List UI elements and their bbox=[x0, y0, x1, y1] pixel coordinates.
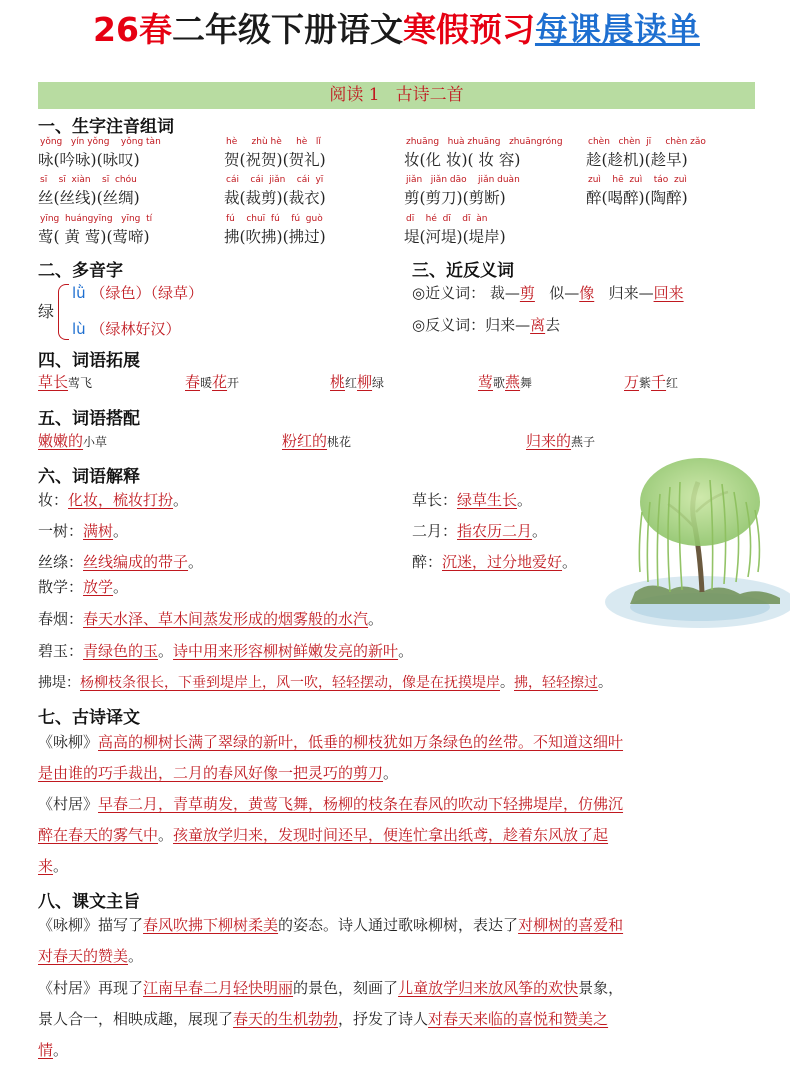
vocab-cell bbox=[404, 214, 574, 250]
def-period: 。 bbox=[562, 553, 578, 571]
pairing-modifier: 归来的 bbox=[526, 432, 572, 450]
poem-title: 《村居》 bbox=[38, 795, 99, 813]
section-6-heading: 六、词语解释 bbox=[38, 467, 140, 487]
def-value-1: 青绿色的玉 bbox=[83, 642, 159, 660]
translation-text: 醉在春天的雾气中 bbox=[38, 826, 159, 844]
expansion-part: 柳 bbox=[357, 373, 373, 391]
expansion-part: 桃 bbox=[330, 373, 346, 391]
def-value: 丝线编成的带子 bbox=[83, 553, 189, 571]
section-4-heading: 四、词语拓展 bbox=[38, 351, 140, 371]
vocab-pinyin: zhuāng huà zhuāng zhuāngróng bbox=[406, 137, 563, 147]
expansion-part: 紫 bbox=[639, 376, 652, 390]
theme-answer: 春风吹拂下柳树柔美 bbox=[143, 916, 279, 934]
translation-text: 高高的柳树长满了翠绿的新叶，低垂的柳枝犹如万条绿色的丝带。不知道这细叶 bbox=[98, 733, 624, 751]
lesson-number: 阅读 1 bbox=[329, 85, 380, 105]
def-value-1: 杨柳枝条很长，下垂到堤岸上，风一吹，轻轻摆动，像是在抚摸堤岸 bbox=[80, 675, 500, 691]
def-eryue bbox=[412, 520, 547, 541]
theme-answer: 情 bbox=[38, 1041, 54, 1059]
vocab-words: 堤(河堤)(堤岸) bbox=[404, 228, 506, 246]
def-value-2: 诗中用来形容柳树鲜嫩发亮的新叶 bbox=[173, 642, 399, 660]
vocab-pinyin: jiǎn jiǎn dāo jiǎn duàn bbox=[406, 175, 520, 185]
poem-title: 《咏柳》 bbox=[38, 733, 99, 751]
def-value: 春天水泽、草木间蒸发形成的烟雾般的水汽 bbox=[83, 610, 369, 628]
synonym-row bbox=[412, 282, 684, 303]
poem-title: 《咏柳》 bbox=[38, 916, 99, 934]
def-value: 化妆，梳妆打扮 bbox=[68, 491, 174, 509]
syn-3-b: 回来 bbox=[653, 284, 684, 302]
ant-a: 归来— bbox=[485, 316, 531, 334]
theme-answer: 对柳树的喜爱和 bbox=[518, 916, 624, 934]
pinyin-lu4: lù bbox=[72, 320, 86, 338]
expansion-part: 绿 bbox=[372, 376, 385, 390]
theme-yongliu bbox=[38, 910, 762, 972]
def-term: 二月： bbox=[412, 522, 458, 540]
ant-b: 离 bbox=[530, 316, 546, 334]
theme-text: 再现了 bbox=[98, 979, 144, 997]
def-yishu bbox=[38, 520, 128, 541]
expansion-part: 万 bbox=[624, 373, 640, 391]
brace-shape bbox=[58, 284, 69, 340]
pairing-noun: 小草 bbox=[83, 435, 108, 449]
theme-cunju bbox=[38, 973, 762, 1066]
expansion-part: 草长 bbox=[38, 373, 69, 391]
expansion-part: 红 bbox=[666, 376, 679, 390]
vocab-cell bbox=[38, 137, 208, 173]
theme-answer: 儿童放学归来放风筝的欢快 bbox=[398, 979, 579, 997]
def-period: 。 bbox=[398, 642, 414, 660]
title-part-3: 寒假预习 bbox=[402, 10, 535, 49]
vocab-pinyin: hè zhù hè hè lǐ bbox=[226, 137, 321, 147]
expansion-part: 舞 bbox=[520, 376, 533, 390]
def-period: 。 bbox=[113, 522, 129, 540]
pairing-noun: 桃花 bbox=[327, 435, 352, 449]
vocab-cell bbox=[224, 175, 394, 211]
ant-c: 去 bbox=[545, 316, 561, 334]
vocab-pinyin: yīng huángyīng yīng tí bbox=[40, 214, 153, 224]
def-term: 一树： bbox=[38, 522, 84, 540]
expansion-part: 暖 bbox=[200, 376, 213, 390]
pairing-modifier: 嫩嫩的 bbox=[38, 432, 84, 450]
lesson-name: 古诗二首 bbox=[395, 85, 464, 105]
syn-2-a: 似— bbox=[549, 284, 580, 302]
vocab-words: 咏(吟咏)(咏叹) bbox=[38, 151, 140, 169]
theme-answer: 江南早春二月轻快明丽 bbox=[143, 979, 294, 997]
polyphone-block bbox=[38, 282, 368, 342]
theme-answer: 对春天的赞美 bbox=[38, 947, 129, 965]
expansion-part: 春 bbox=[185, 373, 201, 391]
def-value-2: 拂，轻轻擦过 bbox=[514, 675, 598, 691]
def-value: 沉迷，过分地爱好 bbox=[442, 553, 563, 571]
expansion-part: 莺 bbox=[478, 373, 494, 391]
antonym-row bbox=[412, 314, 560, 335]
vocab-pinyin: chèn chèn jī chèn zǎo bbox=[588, 137, 706, 147]
section-7-heading: 七、古诗译文 bbox=[38, 708, 140, 728]
def-period: 。 bbox=[113, 578, 129, 596]
vocab-cell bbox=[38, 214, 208, 250]
vocab-words: 趁(趁机)(趁早) bbox=[586, 151, 688, 169]
pairing-noun: 燕子 bbox=[571, 435, 596, 449]
section-1-heading: 一、生字注音组词 bbox=[38, 117, 174, 137]
vocab-cell bbox=[224, 214, 394, 250]
translation-text: 孩童放学归来，发现时间还早，便连忙拿出纸鸢，趁着东风放了起 bbox=[173, 826, 609, 844]
def-sitao bbox=[38, 551, 203, 572]
def-fudi bbox=[38, 672, 612, 692]
words-lv4: （绿色）（绿草） bbox=[90, 284, 203, 302]
polyphone-reading-1 bbox=[72, 282, 203, 303]
expansion-part: 红 bbox=[345, 376, 358, 390]
vocab-pinyin: zuì hē zuì táo zuì bbox=[588, 175, 687, 185]
def-term: 草长： bbox=[412, 491, 458, 509]
vocab-cell bbox=[586, 137, 756, 173]
expansion-part: 燕 bbox=[505, 373, 521, 391]
section-2-heading: 二、多音字 bbox=[38, 261, 123, 281]
vocab-words: 莺( 黄 莺)(莺啼) bbox=[38, 228, 150, 246]
pairing-item bbox=[38, 430, 107, 451]
translation-cunju bbox=[38, 789, 762, 882]
sentence-period: 。 bbox=[53, 857, 69, 875]
page-title bbox=[0, 6, 793, 54]
words-lu4: （绿林好汉） bbox=[90, 320, 181, 338]
def-biyu bbox=[38, 640, 413, 661]
theme-text: 描写了 bbox=[98, 916, 144, 934]
vocab-words: 醉(喝醉)(陶醉) bbox=[586, 189, 688, 207]
def-term: 碧玉： bbox=[38, 642, 84, 660]
vocab-words: 丝(丝线)(丝绸) bbox=[38, 189, 140, 207]
expansion-part: 千 bbox=[651, 373, 667, 391]
translation-text: 来 bbox=[38, 857, 54, 875]
expansion-part: 开 bbox=[227, 376, 240, 390]
synonym-label: ◎近义词： bbox=[412, 284, 486, 302]
expansion-item bbox=[624, 371, 678, 392]
expansion-item bbox=[38, 371, 92, 392]
syn-2-b: 像 bbox=[579, 284, 595, 302]
sentence-period: 。 bbox=[158, 826, 174, 844]
vocab-cell bbox=[586, 175, 756, 211]
vocab-words: 拂(吹拂)(拂过) bbox=[224, 228, 326, 246]
vocab-cell bbox=[404, 175, 574, 211]
expansion-item bbox=[185, 371, 239, 392]
vocab-words: 贺(祝贺)(贺礼) bbox=[224, 151, 326, 169]
syn-1-a: 裁— bbox=[489, 284, 520, 302]
syn-1-b: 剪 bbox=[519, 284, 535, 302]
def-period: 。 bbox=[517, 491, 533, 509]
theme-text: ，抒发了诗人 bbox=[338, 1010, 429, 1028]
def-value: 满树 bbox=[83, 522, 114, 540]
theme-text: 的姿态。诗人通过歌咏柳树，表达了 bbox=[278, 916, 519, 934]
expansion-item bbox=[330, 371, 384, 392]
title-part-1: 26春 bbox=[93, 10, 172, 49]
sentence-period: 。 bbox=[53, 1041, 69, 1059]
willow-tree-illustration bbox=[590, 432, 790, 642]
vocab-words: 剪(剪刀)(剪断) bbox=[404, 189, 506, 207]
section-3-heading: 三、近反义词 bbox=[412, 261, 514, 281]
def-period: 。 bbox=[368, 610, 384, 628]
polyphone-reading-2 bbox=[72, 318, 180, 339]
vocab-cell bbox=[224, 137, 394, 173]
def-period: 。 bbox=[500, 675, 514, 691]
theme-answer: 对春天来临的喜悦和赞美之 bbox=[428, 1010, 609, 1028]
section-5-heading: 五、词语搭配 bbox=[38, 409, 140, 429]
theme-text: 的景色，刻画了 bbox=[293, 979, 399, 997]
pinyin-lv4: lǜ bbox=[72, 284, 86, 302]
vocab-pinyin: fú chuī fú fú guò bbox=[226, 214, 323, 224]
vocab-pinyin: sī sī xiàn sī chóu bbox=[40, 175, 137, 185]
def-period: 。 bbox=[173, 491, 189, 509]
vocab-pinyin: yǒng yín yǒng yǒng tàn bbox=[40, 137, 161, 147]
vocab-words: 妆(化 妆)( 妆 容) bbox=[404, 151, 521, 169]
def-value: 放学 bbox=[83, 578, 114, 596]
pairing-modifier: 粉红的 bbox=[282, 432, 328, 450]
section-8-heading: 八、课文主旨 bbox=[38, 892, 140, 912]
def-term: 丝绦： bbox=[38, 553, 84, 571]
expansion-part: 花 bbox=[212, 373, 228, 391]
vocab-cell bbox=[38, 175, 208, 211]
sentence-period: 。 bbox=[383, 764, 399, 782]
def-term: 妆： bbox=[38, 491, 69, 509]
theme-text: 景人合一，相映成趣，展现了 bbox=[38, 1010, 234, 1028]
syn-3-a: 归来— bbox=[608, 284, 654, 302]
translation-text: 早春二月，青草萌发，黄莺飞舞，杨柳的枝条在春风的吹动下轻拂堤岸，仿佛沉 bbox=[98, 795, 624, 813]
def-period: 。 bbox=[598, 675, 612, 691]
translation-text: 是由谁的巧手裁出，二月的春风好像一把灵巧的剪刀 bbox=[38, 764, 384, 782]
def-term: 拂堤： bbox=[38, 675, 80, 691]
sentence-period: 。 bbox=[128, 947, 144, 965]
expansion-part: 莺飞 bbox=[68, 376, 93, 390]
theme-text: 景象， bbox=[578, 979, 624, 997]
title-part-2: 二年级下册语文 bbox=[171, 10, 403, 49]
translation-yongliu bbox=[38, 727, 762, 789]
lesson-banner bbox=[38, 82, 755, 109]
expansion-item bbox=[478, 371, 532, 392]
def-value: 指农历二月 bbox=[457, 522, 533, 540]
def-sanxue bbox=[38, 576, 128, 597]
title-part-4: 每课晨读单 bbox=[534, 10, 700, 49]
def-caozhang bbox=[412, 489, 532, 510]
def-period: 。 bbox=[158, 642, 174, 660]
def-term: 醉： bbox=[412, 553, 443, 571]
pairing-item bbox=[526, 430, 595, 451]
def-term: 散学： bbox=[38, 578, 84, 596]
expansion-part: 歌 bbox=[493, 376, 506, 390]
vocab-words: 裁(裁剪)(裁衣) bbox=[224, 189, 326, 207]
def-chunyan bbox=[38, 608, 383, 629]
vocab-pinyin: cái cái jiǎn cái yī bbox=[226, 175, 324, 185]
def-zui bbox=[412, 551, 577, 572]
def-period: 。 bbox=[188, 553, 204, 571]
def-term: 春烟： bbox=[38, 610, 84, 628]
antonym-label: ◎反义词： bbox=[412, 316, 486, 334]
polyphone-char: 绿 bbox=[38, 302, 55, 321]
def-period: 。 bbox=[532, 522, 548, 540]
theme-answer: 春天的生机勃勃 bbox=[233, 1010, 339, 1028]
def-value: 绿草生长 bbox=[457, 491, 518, 509]
poem-title: 《村居》 bbox=[38, 979, 99, 997]
vocab-pinyin: dī hé dī dī àn bbox=[406, 214, 488, 224]
pairing-item bbox=[282, 430, 351, 451]
vocab-cell bbox=[404, 137, 574, 173]
def-zhuang bbox=[38, 489, 188, 510]
